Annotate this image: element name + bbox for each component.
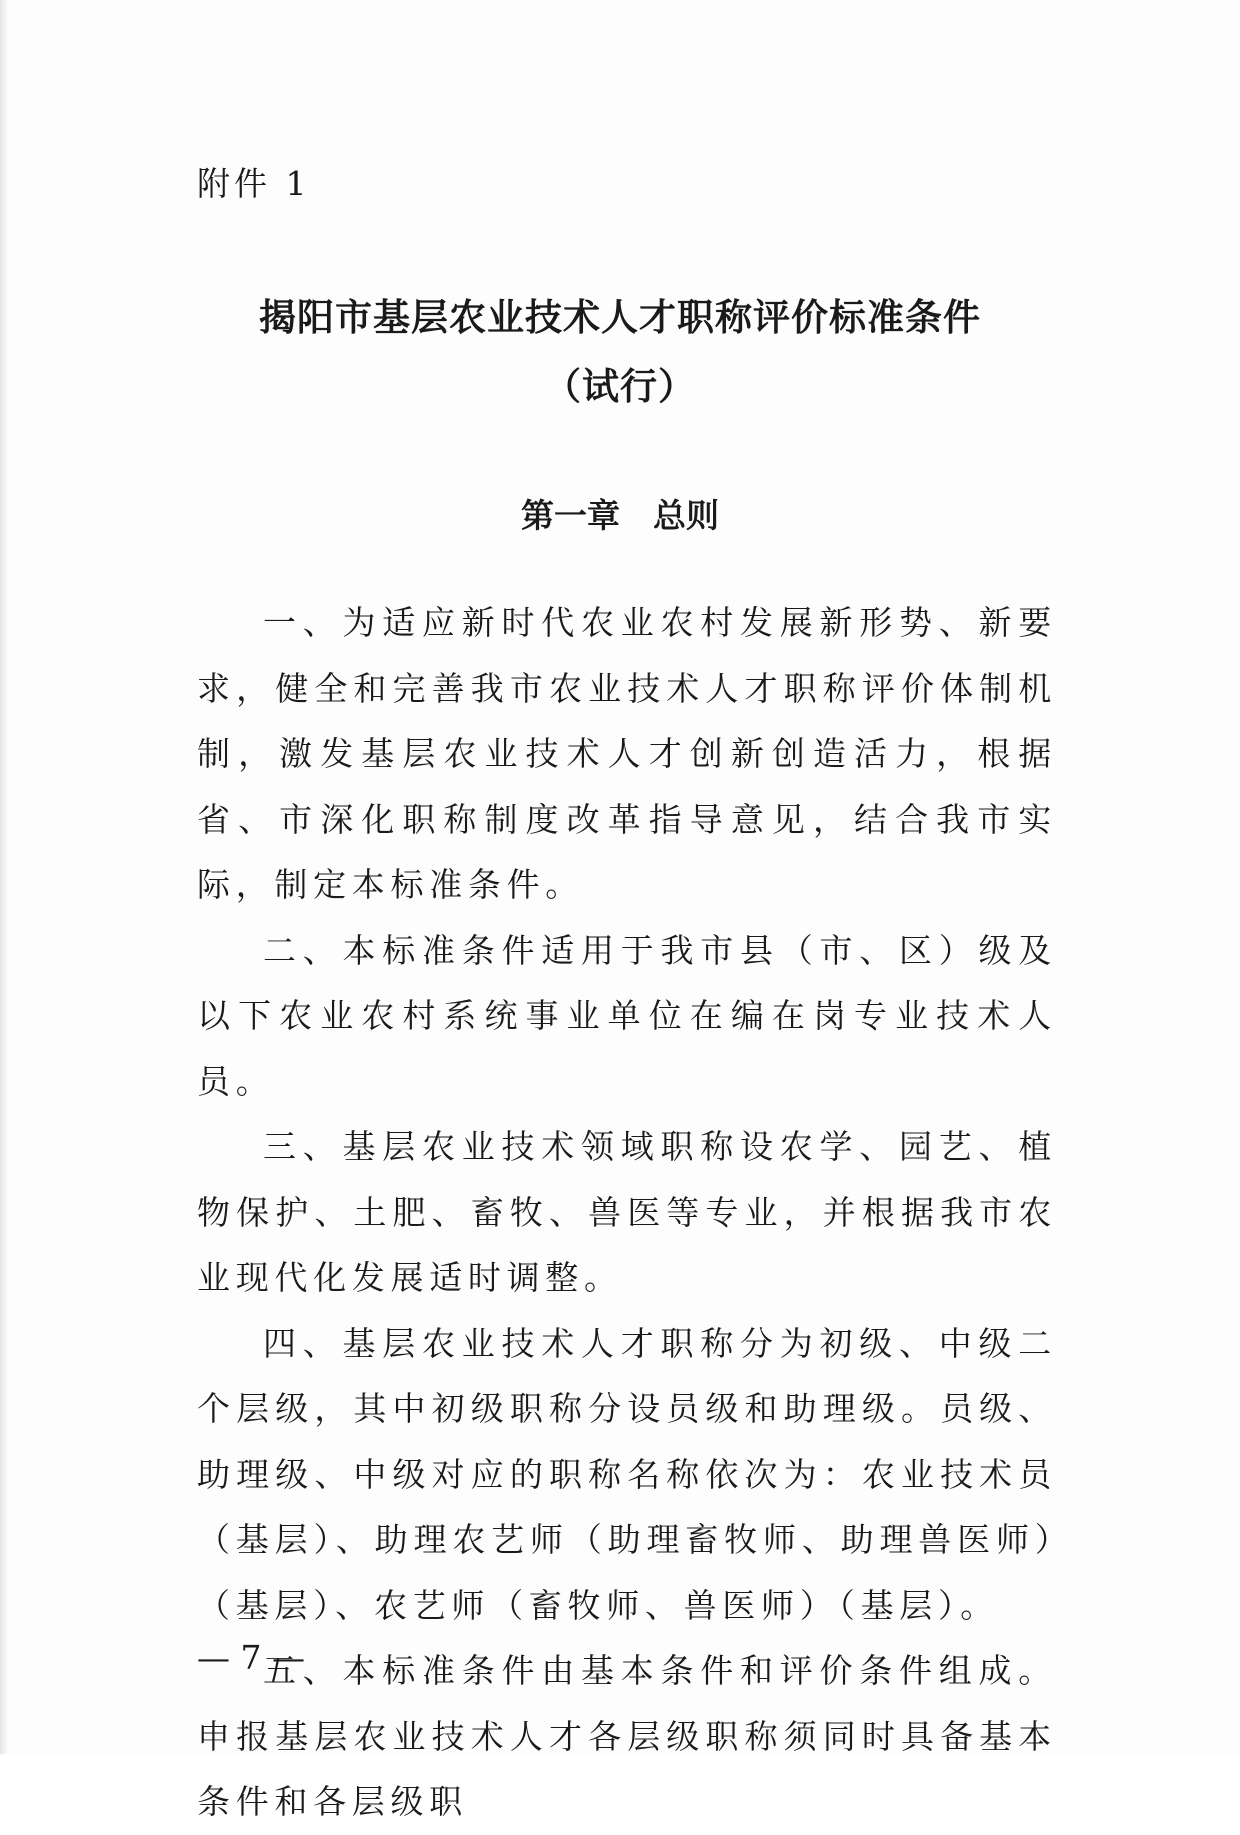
paragraph-1: 一、为适应新时代农业农村发展新形势、新要求，健全和完善我市农业技术人才职称评价体制机制，激发基层农业技术人才创新创造活力，根据省、市深化职称制度改革指导意见，结合我市实际，制定本标准条件。 [197,603,1057,904]
paragraph-2: 二、本标准条件适用于我市县（市、区）级及以下农业农村系统事业单位在编在岗专业技术人员。 [197,930,1057,1101]
attachment-label: 附件 1 [197,164,311,203]
document-subtitle: （试行） [544,365,696,408]
paragraph-5: 五、本标准条件由基本条件和评价条件组成。申报基层农业技术人才各层级职称须同时具备基本条件和各层级职 [197,1651,1057,1821]
body-text [197,590,1057,1835]
chapter-heading: 第一章 总则 [521,496,719,535]
document-title: 揭阳市基层农业技术人才职称评价标准条件 [259,296,981,339]
page-number: — 7 — [197,1638,305,1677]
paragraph-3: 三、基层农业技术领域职称设农学、园艺、植物保护、土肥、畜牧、兽医等专业，并根据我市农业现代化发展适时调整。 [197,1127,1057,1297]
scan-edge-shadow [0,0,8,1754]
paragraph-4: 四、基层农业技术人才职称分为初级、中级二个层级，其中初级职称分设员级和助理级。员级、助理级、中级对应的职称名称依次为：农业技术员（基层）、助理农艺师（助理畜牧师、助理兽医师）（基层）、农艺师（畜牧师、兽医师）（基层）。 [197,1323,1057,1625]
